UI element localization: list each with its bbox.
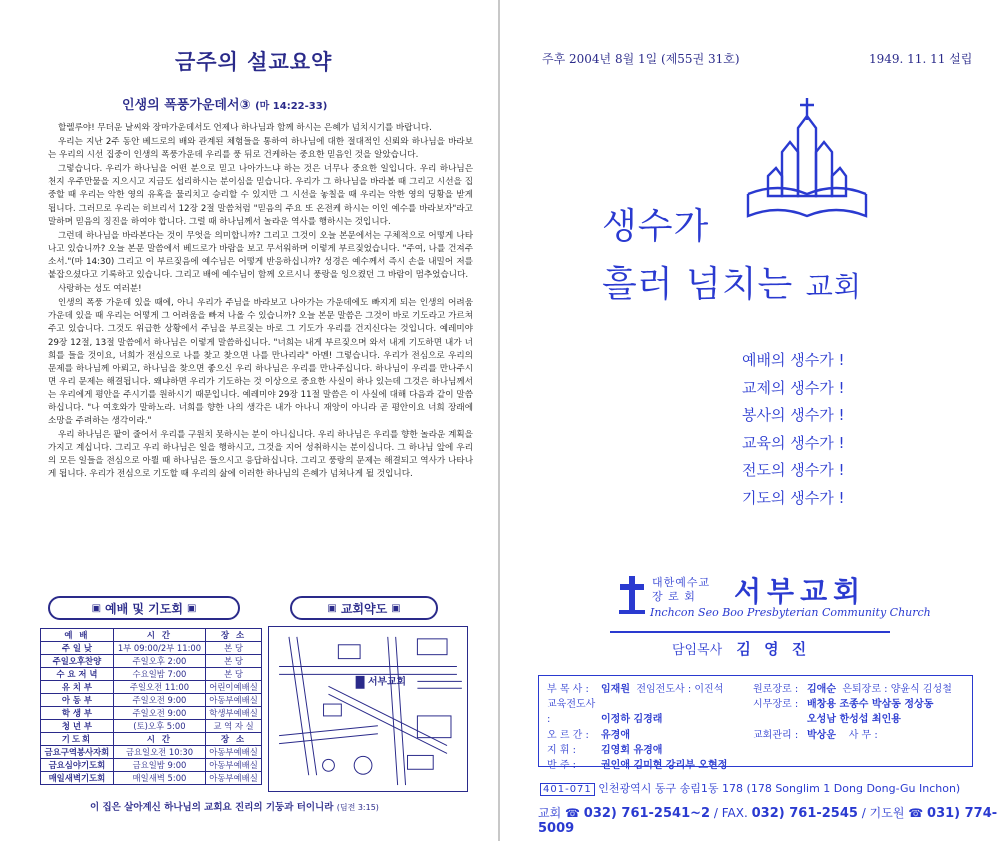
bulletin-date: 주후 2004년 8월 1일 (제55권 31호) bbox=[542, 52, 740, 66]
staff-label: 시무장로 : bbox=[753, 699, 799, 711]
schedule-header-row bbox=[41, 629, 262, 642]
staff-row bbox=[547, 743, 727, 758]
church-phone bbox=[538, 804, 1000, 836]
staff-row bbox=[753, 682, 952, 697]
square-bullet-icon: ▣ bbox=[91, 602, 102, 614]
square-bullet-icon: ▣ bbox=[391, 602, 401, 614]
staff-label: 교육전도사 : bbox=[547, 699, 596, 726]
church-map bbox=[268, 626, 468, 792]
table-row bbox=[41, 759, 262, 772]
phone-icon: ☎ bbox=[908, 806, 924, 820]
sermon-paragraph: 그런데 하나님을 바라본다는 것이 무엇을 의미합니까? 그리고 그것이 오늘 본문에서는 구체적으로 어떻게 나타나고 있습니까? 오늘 본문 말씀에서 베드로가 바람을 보고 무서워하며 이렇게 부르짖었습니다. "주여, 나를 건져주소서."(마 14:30) 그리고 이 부르짖음에 예수님은 어떻게 반응하십니까? 성경은 예수께서 즉시 손을 내밀어 저를 붙잡으셨다고 기록하고 있습니다. 그리고 배에 예수님이 함께 오르시니 풍랑을 잉으켰던 그 바람이 멈추었습니다. bbox=[48, 230, 473, 281]
sermon-paragraph: 인생의 폭풍 가운데 있을 때에, 아니 우리가 주님을 바라보고 나아가는 가운데에도 빠지게 되는 인생의 어려움 가운데 있을 때 우리는 어떻게 그 어려움을 빠져 나올 수 있습니까? 오늘 본문 말씀은 그것이 바로 기도라고 가르쳐주고 있습니다. 그것도 위급한 상황에서 주님을 부르짖는 바로 그 기도가 우리를 건지신다는 것입니다. 예레미야 29장 12절, 13절 말씀에서 하나님은 이렇게 말씀하십니다. "너희는 내게 부르짖으며 와서 내게 기도하면 내가 너희를 들을 것이요, 너희가 전심으로 나를 찾고 찾으면 나를 만나리라" 아멘! 그렇습니다. 우리가 전심으로 우리의 문제를 하나님께 아뢰고, 하나님을 찾으면 좋으신 우리 하나님은 우리를 만나주십니다. 하나님이 우리를 만나주시면 우리 문제는 해결됩니다. 왜냐하면 우리가 기도하는 것 이상으로 중요한 사실이 하나 있는데 그것은 하나님께서는 우리에게 평안을 주시기를 원하시기 때문입니다. 예레미야 29장 11절 말씀은 이 사실에 대해 다음과 같이 말씀하십니다. "나 여호와가 말하노라. 너희를 향한 나의 생각은 내가 아나니 재앙이 아니라 곧 평안이요 너희 장래에 소망을 주려하는 생각이라." bbox=[48, 298, 473, 427]
schedule-cell: 학생부예배실 bbox=[206, 707, 262, 720]
schedule-cell: 수 요 저 녁 bbox=[41, 668, 114, 681]
schedule-header: 예 배 bbox=[41, 629, 114, 642]
phone-prayer: 031) 774-5009 bbox=[538, 806, 998, 836]
schedule-cell: 학 생 부 bbox=[41, 707, 114, 720]
staff-label: 지 휘 : bbox=[547, 744, 577, 756]
staff-value: 임재원 bbox=[601, 684, 630, 695]
worship-schedule-label bbox=[48, 596, 240, 620]
church-english-name: Inchcon Seo Boo Presbyterian Community Church bbox=[650, 606, 931, 619]
table-row bbox=[41, 642, 262, 655]
pastor-label: 담임목사 bbox=[672, 643, 723, 658]
table-row bbox=[41, 746, 262, 759]
sermon-paragraph: 할렐루야! 무더운 날씨와 장마가운데서도 언제나 하나님과 함께 하시는 은혜가 넘치시기를 바랍니다. bbox=[58, 123, 432, 133]
square-bullet-icon: ▣ bbox=[327, 602, 337, 614]
schedule-cell: 본 당 bbox=[206, 668, 262, 681]
schedule-cell: 주일오후 2:00 bbox=[113, 655, 205, 668]
senior-pastor bbox=[672, 638, 810, 659]
schedule-cell: 주일오전 11:00 bbox=[113, 681, 205, 694]
staff-label: 교회관리 : bbox=[753, 729, 799, 741]
schedule-cell: 아동부예배실 bbox=[206, 746, 262, 759]
church-address bbox=[540, 780, 960, 796]
divider bbox=[610, 631, 890, 633]
staff-row bbox=[753, 728, 952, 743]
staff-row bbox=[547, 758, 727, 773]
footer-verse-ref: (딤전 3:15) bbox=[336, 803, 379, 812]
sermon-paragraph: 우리는 지난 2주 동안 베드로의 배와 관계된 체험들을 통하여 하나님에 대한 절대적인 신뢰와 하나님을 바라보는 우리의 시선 집중이 인생의 폭풍가운데 우리를 풍 뒤로 건케하는 중요한 믿음인 것을 알았습니다. bbox=[48, 137, 473, 161]
map-church-label: 서부교회 bbox=[368, 676, 407, 688]
map-label-text: 교회약도 bbox=[340, 601, 388, 616]
staff-value: 배창용 조종수 박삼동 정상동 bbox=[807, 699, 934, 711]
staff-value: 권인애 김미현 강리부 오현정 bbox=[601, 760, 728, 772]
life-water-list bbox=[742, 347, 845, 513]
schedule-cell: 금요일오전 10:30 bbox=[113, 746, 205, 759]
schedule-cell: 어린이예배실 bbox=[206, 681, 262, 694]
phone-prayer-label: / 기도원 bbox=[861, 806, 905, 820]
sermon-title bbox=[122, 94, 327, 113]
founded-date: 1949. 11. 11 설립 bbox=[869, 52, 973, 66]
slogan-line2 bbox=[602, 256, 862, 307]
sermon-heading: 금주의 설교요약 bbox=[175, 50, 333, 74]
staff-row bbox=[753, 712, 952, 727]
staff-value: 오성남 한성섭 최인용 bbox=[807, 714, 901, 726]
schedule-cell: 아 동 부 bbox=[41, 694, 114, 707]
schedule-cell: 주 일 낮 bbox=[41, 642, 114, 655]
schedule-header-row bbox=[41, 733, 262, 746]
church-building-logo bbox=[742, 96, 872, 226]
zip-code: 401-071 bbox=[540, 783, 595, 796]
sermon-body bbox=[48, 122, 473, 483]
table-row bbox=[41, 707, 262, 720]
staff-extra: 전임전도사 : 이진석 bbox=[636, 684, 724, 695]
worship-schedule-label-text: 예배 및 기도회 bbox=[105, 601, 183, 616]
map-drawing bbox=[269, 627, 467, 791]
staff-value: 유경애 bbox=[601, 729, 630, 741]
staff-value: 김영회 유경애 bbox=[601, 744, 663, 756]
staff-extra: 은퇴장로 : 양윤식 김성철 bbox=[842, 684, 952, 695]
table-row bbox=[41, 720, 262, 733]
schedule-cell: (토)오후 5:00 bbox=[113, 720, 205, 733]
right-page bbox=[502, 0, 1000, 841]
schedule-cell: 본 당 bbox=[206, 655, 262, 668]
staff-left-column bbox=[547, 682, 727, 773]
staff-row bbox=[753, 697, 952, 712]
slogan-line1: 생수가 bbox=[602, 206, 710, 247]
schedule-cell: 아동부예배실 bbox=[206, 759, 262, 772]
table-row bbox=[41, 655, 262, 668]
staff-box bbox=[538, 675, 973, 772]
list-item: 기도의 생수가 ! bbox=[742, 488, 845, 507]
schedule-header: 시 간 bbox=[113, 629, 205, 642]
schedule-cell: 청 년 부 bbox=[41, 720, 114, 733]
denomination-line2: 장 로 회 bbox=[652, 590, 696, 603]
slogan-line2a: 흘러 넘치는 bbox=[602, 264, 794, 305]
sermon-title-text: 인생의 폭풍가운데서③ bbox=[122, 98, 251, 113]
schedule-table bbox=[40, 628, 262, 785]
address-text: 인천광역시 동구 송림1동 178 (178 Songlim 1 Dong Dong-Gu Inchon) bbox=[598, 782, 961, 795]
square-bullet-icon: ▣ bbox=[186, 602, 197, 614]
schedule-header: 시 간 bbox=[113, 733, 205, 746]
schedule-cell: 매일새벽기도회 bbox=[41, 772, 114, 785]
staff-label: 반 주 : bbox=[547, 760, 577, 772]
schedule-header: 장 소 bbox=[206, 629, 262, 642]
phone-fax-label: / FAX. bbox=[713, 806, 748, 820]
schedule-cell: 1부 09:00/2부 11:00 bbox=[113, 642, 205, 655]
footer-verse bbox=[90, 799, 379, 813]
list-item: 예배의 생수가 ! bbox=[742, 351, 845, 369]
denomination bbox=[652, 576, 710, 604]
list-item: 교육의 생수가 ! bbox=[742, 433, 845, 452]
schedule-cell: 금요일밤 9:00 bbox=[113, 759, 205, 772]
cross-emblem-icon bbox=[617, 574, 647, 616]
staff-label: 오 르 간 : bbox=[547, 729, 589, 741]
table-row bbox=[41, 772, 262, 785]
church-name: 서부교회 bbox=[734, 575, 867, 608]
staff-value: 김애순 bbox=[807, 684, 836, 695]
table-row bbox=[41, 668, 262, 681]
list-item: 전도의 생수가 ! bbox=[742, 461, 845, 480]
staff-row bbox=[547, 682, 727, 697]
sermon-paragraph: 사랑하는 성도 여러분! bbox=[58, 284, 142, 295]
schedule-cell: 주일오전 9:00 bbox=[113, 707, 205, 720]
schedule-header: 장 소 bbox=[206, 733, 262, 746]
schedule-cell: 수요일밤 7:00 bbox=[113, 668, 205, 681]
sermon-paragraph: 우리 하나님은 팥이 줄어서 우리를 구원치 못하시는 분이 아니십니다. 우리 하나님은 우리를 향한 놀라운 계획을 가지고 계십니다. 그리고 우리 하나님은 일을 행하시고, 그것을 지어 성취하시는 분이십니다. 그 하나님 앞에 우리의 모든 일들을 전심으로 아뢸 때 하나님은 들으시고 응답하십니다. 그리고 풍랑의 문제는 해결되고 역사가 나타나게 됩니다. 우리가 전심으로 기도할 때 우리의 삶에 이러한 하나님의 은혜가 넘쳐나게 될 것입니다. bbox=[48, 430, 473, 480]
staff-extra: 사 무 : bbox=[848, 729, 878, 741]
schedule-cell: 매일새벽 5:00 bbox=[113, 772, 205, 785]
schedule-cell: 교 역 자 실 bbox=[206, 720, 262, 733]
phone-fax: 032) 761-2545 bbox=[751, 806, 858, 821]
staff-label: 부 목 사 : bbox=[547, 684, 589, 695]
slogan-line2b: 교회 bbox=[805, 270, 862, 303]
phone-church-label: 교회 bbox=[538, 806, 562, 820]
staff-row bbox=[547, 697, 727, 727]
schedule-cell: 아동부예배실 bbox=[206, 694, 262, 707]
staff-value: 이정하 김경래 bbox=[601, 714, 663, 726]
pastor-name: 김 영 진 bbox=[736, 640, 811, 658]
list-item: 봉사의 생수가 ! bbox=[742, 406, 845, 425]
schedule-cell: 본 당 bbox=[206, 642, 262, 655]
staff-row bbox=[547, 728, 727, 743]
phone-church: 032) 761-2541~2 bbox=[583, 806, 711, 821]
schedule-header: 기도회 bbox=[41, 733, 114, 746]
schedule-cell: 금요심야기도회 bbox=[41, 759, 114, 772]
schedule-cell: 아동부예배실 bbox=[206, 772, 262, 785]
staff-right-column bbox=[753, 682, 952, 743]
map-label bbox=[290, 596, 438, 620]
phone-icon: ☎ bbox=[565, 806, 580, 820]
staff-label: 원로장로 : bbox=[753, 684, 799, 695]
sermon-paragraph: 그렇습니다. 우리가 하나님을 어떤 분으로 믿고 나아가느냐 하는 것은 너무나 중요한 일입니다. 우리 하나님은 천지 우주만물을 지으시고 지금도 섭리하시는 분이심을 믿습니다. 우리가 그 하나님을 바라볼 때 그리고 시선을 집중할 때 우리는 악한 영의 유혹을 물리치고 승리할 수 있지만 그 시선을 놓칠을 때 우리는 악한 영의 딩황을 받게 됩니다. 그러므로 우리는 히브리서 12장 2절 말씀처럼 "믿음의 주요 또 온전케 하시는 이인 예수를 바라보자"라고 말하며 믿음의 징진을 하여야 합니다. 그럴 때 하나님께서 놀라운 역사를 행하시는 것입니다. bbox=[48, 164, 473, 227]
schedule-cell: 주일오후찬양 bbox=[41, 655, 114, 668]
sermon-reference: (마 14:22-33) bbox=[255, 101, 328, 112]
schedule-cell: 금요구역봉사자회 bbox=[41, 746, 114, 759]
staff-value: 박상운 bbox=[807, 729, 836, 741]
list-item: 교제의 생수가 ! bbox=[742, 378, 845, 397]
schedule-cell: 주일오전 9:00 bbox=[113, 694, 205, 707]
schedule-cell: 유 치 부 bbox=[41, 681, 114, 694]
footer-verse-text: 이 집은 살아계신 하나님의 교회요 진리의 기둥과 터이니라 bbox=[90, 802, 334, 813]
table-row bbox=[41, 681, 262, 694]
table-row bbox=[41, 694, 262, 707]
denomination-line1: 대한예수교 bbox=[652, 576, 711, 589]
